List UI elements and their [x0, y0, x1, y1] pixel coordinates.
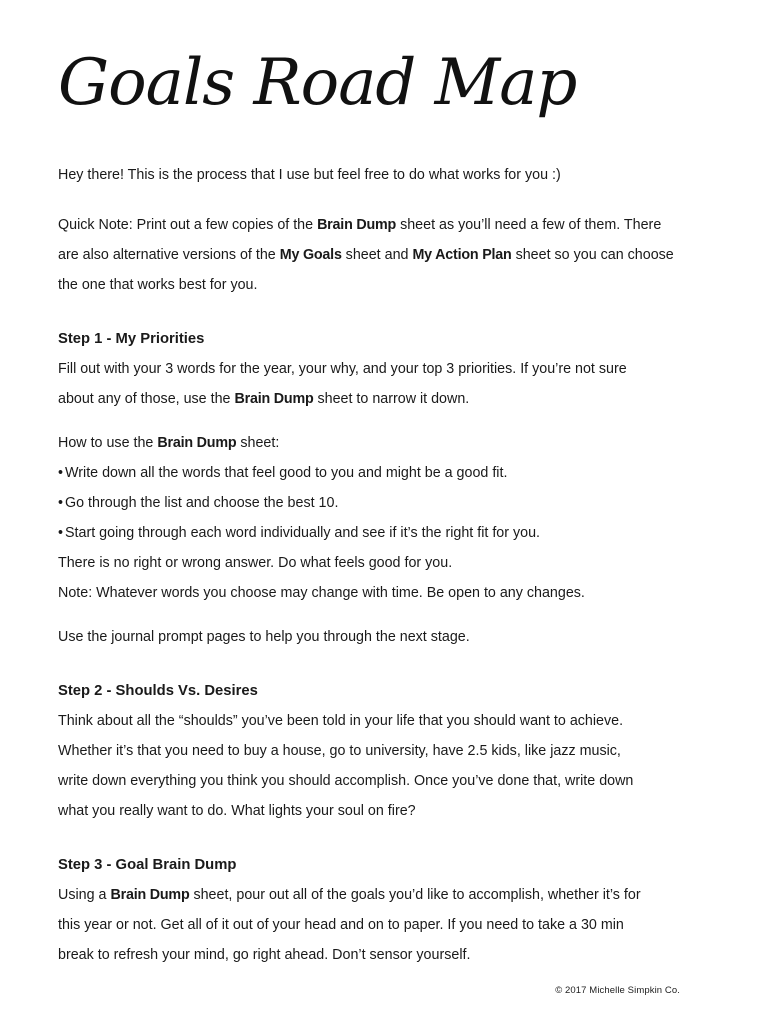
- step-1-heading: Step 1 - My Priorities: [58, 331, 205, 347]
- bullet-icon: •: [58, 495, 64, 511]
- list-item: • Write down all the words that feel good to you and might be a good fit.: [58, 465, 508, 481]
- journal-prompt-line: Use the journal prompt pages to help you through the next stage.: [58, 629, 470, 645]
- copyright-footer: © 2017 Michelle Simpkin Co.: [555, 985, 680, 996]
- quick-note-line-3: the one that works best for you.: [58, 277, 258, 293]
- step-2-line: what you really want to do. What lights your soul on fire?: [58, 803, 416, 819]
- bullet-icon: •: [58, 525, 64, 541]
- keyword-brain-dump: Brain Dump: [110, 887, 190, 903]
- keyword-brain-dump: Brain Dump: [317, 217, 397, 233]
- step-2-line: Think about all the “shoulds” you’ve been told in your life that you should want to achieve.: [58, 713, 624, 729]
- no-right-answer-line: There is no right or wrong answer. Do what feels good for you.: [58, 555, 453, 571]
- step-3-line-3: break to refresh your mind, go right ahead. Don’t sensor yourself.: [58, 947, 471, 963]
- keyword-my-goals: My Goals: [279, 247, 342, 263]
- step-1-line-2: about any of those, use the Brain Dump sheet to narrow it down.: [58, 391, 470, 407]
- keyword-brain-dump: Brain Dump: [157, 435, 237, 451]
- page-title: Goals Road Map: [58, 46, 577, 120]
- keyword-my-action-plan: My Action Plan: [412, 247, 512, 263]
- list-item: • Go through the list and choose the best 10.: [58, 495, 339, 511]
- step-3-line-2: this year or not. Get all of it out of your head and on to paper. If you need to take a 30 min: [58, 917, 624, 933]
- step-3-line-1: Using a Brain Dump sheet, pour out all of the goals you’d like to accomplish, whether it’s for: [58, 887, 641, 903]
- step-1-line-1: Fill out with your 3 words for the year, your why, and your top 3 priorities. If you’re not sure: [58, 361, 627, 377]
- step-2-section: [58, 676, 718, 826]
- document-body: [58, 160, 718, 970]
- step-3-heading: Step 3 - Goal Brain Dump: [58, 857, 237, 873]
- note-line: Note: Whatever words you choose may change with time. Be open to any changes.: [58, 585, 585, 601]
- keyword-brain-dump: Brain Dump: [234, 391, 314, 407]
- quick-note-line-2: are also alternative versions of the My Goals sheet and My Action Plan sheet so you can choose: [58, 247, 674, 263]
- bullet-icon: •: [58, 465, 64, 481]
- intro-paragraph: Hey there! This is the process that I use but feel free to do what works for you :): [58, 167, 561, 183]
- step-3-section: [58, 850, 718, 970]
- step-2-line: write down everything you think you should accomplish. Once you’ve done that, write down: [58, 773, 634, 789]
- quick-note-line-1: Quick Note: Print out a few copies of the Brain Dump sheet as you’ll need a few of them. There: [58, 217, 662, 233]
- step-2-line: Whether it’s that you need to buy a house, go to university, have 2.5 kids, like jazz music,: [58, 743, 621, 759]
- quick-note-paragraph: [58, 210, 718, 300]
- step-1-section: [58, 324, 718, 652]
- step-2-heading: Step 2 - Shoulds Vs. Desires: [58, 683, 258, 699]
- list-item: • Start going through each word individually and see if it’s the right fit for you.: [58, 525, 540, 541]
- how-to-line: How to use the Brain Dump sheet:: [58, 435, 280, 451]
